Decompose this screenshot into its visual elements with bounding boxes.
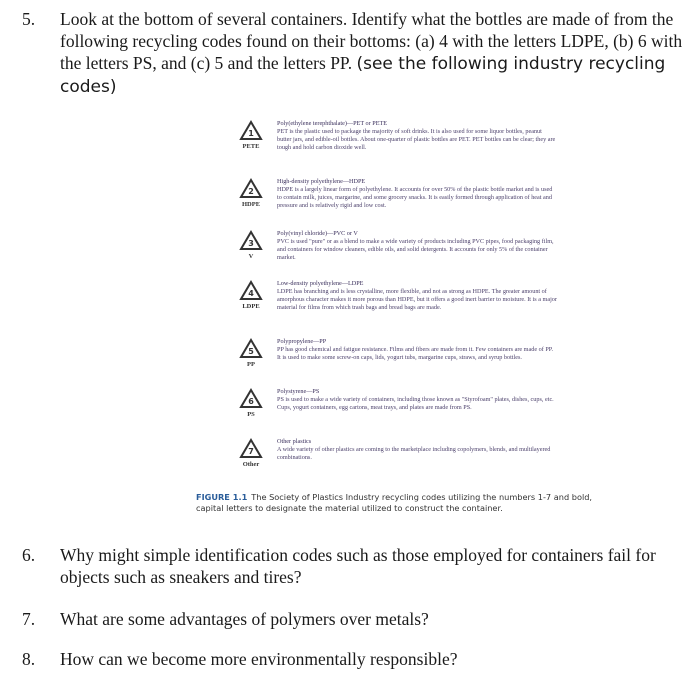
code-abbr: PS xyxy=(247,411,255,418)
code-description: Other plastics A wide variety of other plastics are coming to the marketplace including copolymers, blends, and multilayered combinations. xyxy=(277,438,557,462)
recycling-symbol-icon xyxy=(235,280,267,310)
recycling-symbol-icon xyxy=(235,230,267,260)
recycling-symbol-icon xyxy=(235,338,267,368)
question-8-text: How can we become more environmentally responsible? xyxy=(60,649,458,669)
recycling-symbol-icon xyxy=(235,438,267,468)
code-abbr: LDPE xyxy=(242,303,260,310)
code-name: Poly(ethylene terephthalate)—PET or PETE xyxy=(277,120,388,127)
code-name: Polypropylene—PP xyxy=(277,338,327,345)
svg-text:2: 2 xyxy=(248,187,254,196)
question-8-number: 8. xyxy=(22,649,36,669)
svg-text:7: 7 xyxy=(248,447,254,456)
code-abbr: PETE xyxy=(242,143,260,150)
code-description: Poly(vinyl chloride)—PVC or V PVC is used "pure" or as a blend to make a wide variety of products including PVC pipes, food packaging film, and containers for window cleaners, edible oils, and solid detergents. It accounts for only 5% of the container market. xyxy=(277,230,557,262)
code-name: Polystyrene—PS xyxy=(277,388,320,395)
code-name: Low-density polyethylene—LDPE xyxy=(277,280,364,287)
code-name: Other plastics xyxy=(277,438,312,445)
code-description: Polystyrene—PS PS is used to make a wide variety of containers, including those known as "Styrofoam" plates, dishes, cups, etc. Cups, yogurt containers, egg cartons, meat trays, and plates are made from PS. xyxy=(277,388,557,412)
code-description: Polypropylene—PP PP has good chemical and fatigue resistance. Films and fibers are made from it. Few containers are made of PP. It is used to make some screw-on caps, lids, yogurt tubs, margarine cups, straws, and syrup bottles. xyxy=(277,338,557,362)
code-name: High-density polyethylene—HDPE xyxy=(277,178,366,185)
code-description: High-density polyethylene—HDPE HDPE is a largely linear form of polyethylene. It accounts for over 50% of the plastic bottle market and is used to contain milk, juices, margarine, and some grocery snacks. It is easily formed through application of heat and pressure and is relatively rigid and low cost. xyxy=(277,178,557,210)
question-5-number: 5. xyxy=(22,9,36,29)
figure-caption-text: The Society of Plastics Industry recycling codes utilizing the numbers 1-7 and bold, capital letters to designate the material utilized to construct the container. xyxy=(196,492,593,513)
figure-caption xyxy=(196,492,616,514)
code-abbr: Other xyxy=(242,461,260,468)
svg-text:5: 5 xyxy=(248,347,254,356)
code-name: Poly(vinyl chloride)—PVC or V xyxy=(277,230,358,237)
code-abbr: V xyxy=(248,253,254,260)
recycling-symbol-icon xyxy=(235,388,267,418)
question-6-number: 6. xyxy=(22,545,36,565)
svg-text:1: 1 xyxy=(248,129,254,138)
svg-text:3: 3 xyxy=(248,239,254,248)
recycling-symbol-icon xyxy=(235,178,267,208)
code-description: Low-density polyethylene—LDPE LDPE has branching and is less crystalline, more flexible, and not as strong as HDPE. The greater amount of amorphous character makes it more porous than HDPE, but it offers a good inert barrier to moisture. It is a major material for films from which trash bags and bread bags are made. xyxy=(277,280,557,311)
code-abbr: PP xyxy=(247,361,255,368)
figure-label: FIGURE 1.1 xyxy=(196,492,248,502)
svg-text:6: 6 xyxy=(248,397,254,406)
question-7-number: 7. xyxy=(22,609,36,629)
question-6-text: Why might simple identification codes such as those employed for containers fail for objects such as sneakers and tires? xyxy=(60,545,656,587)
svg-text:4: 4 xyxy=(248,289,254,298)
code-description: Poly(ethylene terephthalate)—PET or PETE PET is the plastic used to package the majority of soft drinks. It is also used for some liquor bottles, peanut butter jars, and edible-oil bottles. About one-quarter of plastic bottles are PET. PET bottles can be clear; they are tough and hold carbon dioxide well. xyxy=(277,120,556,151)
question-7-text: What are some advantages of polymers over metals? xyxy=(60,609,429,629)
code-abbr: HDPE xyxy=(241,201,261,208)
recycling-symbol-icon xyxy=(235,120,267,150)
question-5-note: (see the following industry recycling codes) xyxy=(60,54,666,97)
question-5-text: Look at the bottom of several containers. Identify what the bottles are made of from the following recycling codes found on their bottoms: (a) 4 with the letters LDPE, (b) 6 with the letters PS, and (c) 5 and the letters PP. (see the following industry recycling codes) xyxy=(60,9,683,97)
